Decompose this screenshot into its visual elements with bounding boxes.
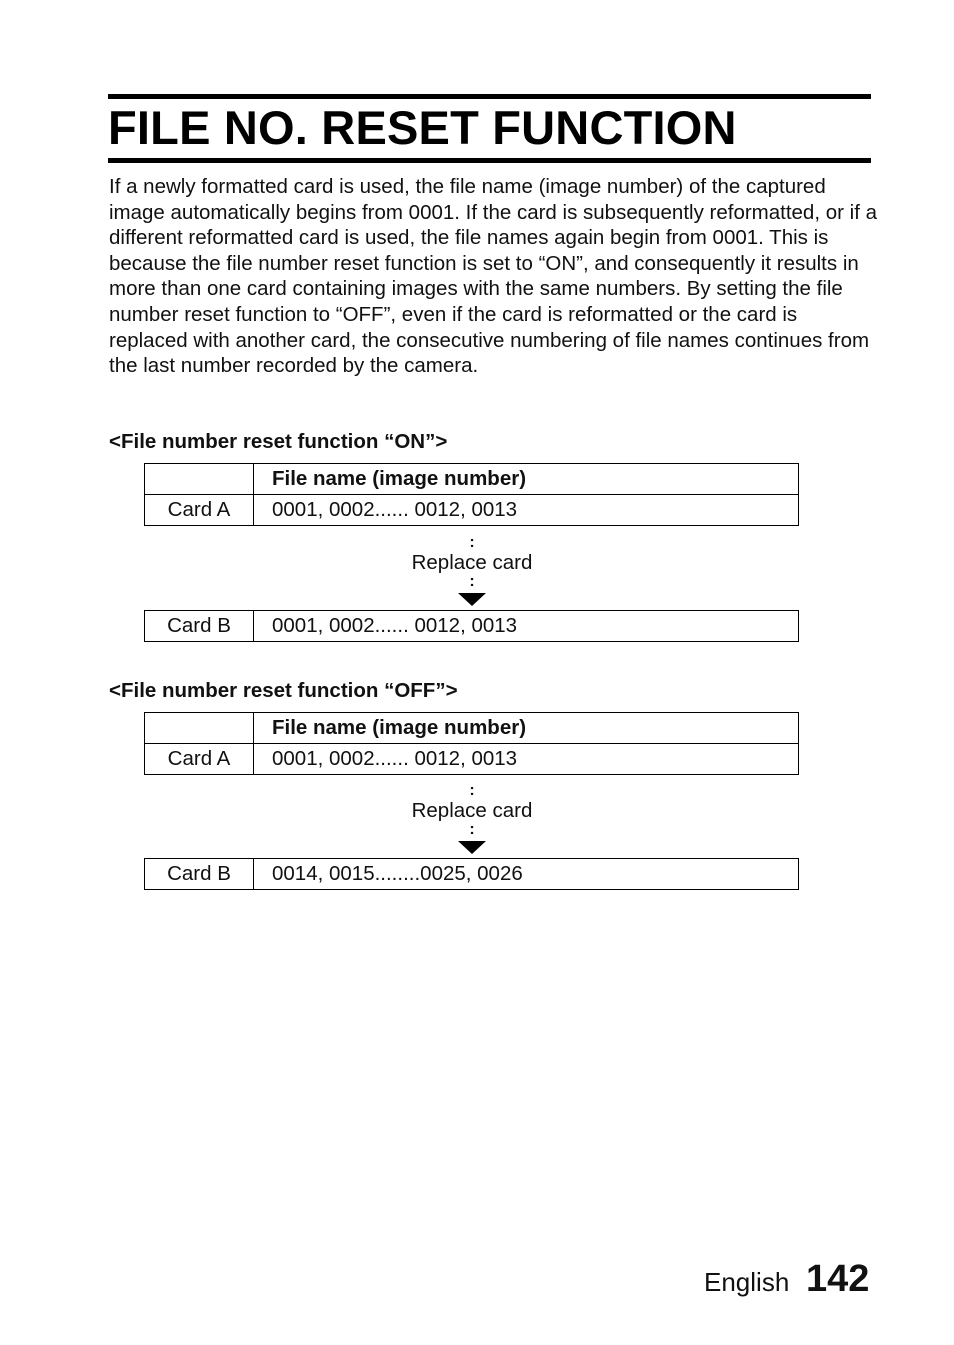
file-numbers: 0001, 0002...... 0012, 0013 bbox=[254, 495, 799, 526]
table-row bbox=[145, 744, 799, 775]
table-row bbox=[145, 611, 799, 642]
column-header-file-name: File name (image number) bbox=[254, 713, 799, 744]
replace-card-label: Replace card bbox=[411, 799, 533, 822]
table-row bbox=[145, 859, 799, 890]
table-row bbox=[145, 464, 799, 495]
table-on-card-a bbox=[144, 463, 799, 526]
title-rule-top bbox=[108, 94, 871, 99]
replace-card-label: Replace card bbox=[411, 551, 533, 574]
card-label: Card B bbox=[145, 611, 254, 642]
flow-dots: : bbox=[469, 573, 475, 590]
table-row bbox=[145, 495, 799, 526]
table-corner-cell bbox=[145, 464, 254, 495]
card-label: Card B bbox=[145, 859, 254, 890]
column-header-file-name: File name (image number) bbox=[254, 464, 799, 495]
down-arrow-icon bbox=[458, 841, 486, 854]
file-numbers: 0001, 0002...... 0012, 0013 bbox=[254, 744, 799, 775]
card-label: Card A bbox=[145, 744, 254, 775]
flow-dots: : bbox=[469, 782, 475, 799]
title-rule-bottom bbox=[108, 158, 871, 163]
footer-language: English bbox=[704, 1267, 790, 1297]
section-heading-on: <File number reset function “ON”> bbox=[109, 430, 448, 453]
table-on-card-b bbox=[144, 610, 799, 642]
table-off-card-a bbox=[144, 712, 799, 775]
section-heading-off: <File number reset function “OFF”> bbox=[109, 679, 458, 702]
file-numbers: 0001, 0002...... 0012, 0013 bbox=[254, 611, 799, 642]
page-number: 142 bbox=[806, 1258, 870, 1300]
intro-paragraph: If a newly formatted card is used, the file name (image number) of the captured image automatically begins from 0001. If the card is subsequently reformatted, or if a different reformatted card is used, the file names again begin from 0001. This is because the file number reset function is set to “ON”, and consequently it results in more than one card containing images with the same numbers. By setting the file number reset function to “OFF”, even if the card is reformatted or the card is replaced with another card, the consecutive numbering of file names continues from the last number recorded by the camera. bbox=[109, 175, 877, 378]
flow-dots: : bbox=[469, 534, 475, 551]
page-title: FILE NO. RESET FUNCTION bbox=[108, 101, 737, 154]
table-corner-cell bbox=[145, 713, 254, 744]
card-label: Card A bbox=[145, 495, 254, 526]
down-arrow-icon bbox=[458, 593, 486, 606]
flow-dots: : bbox=[469, 821, 475, 838]
table-row bbox=[145, 713, 799, 744]
table-off-card-b bbox=[144, 858, 799, 890]
file-numbers: 0014, 0015........0025, 0026 bbox=[254, 859, 799, 890]
